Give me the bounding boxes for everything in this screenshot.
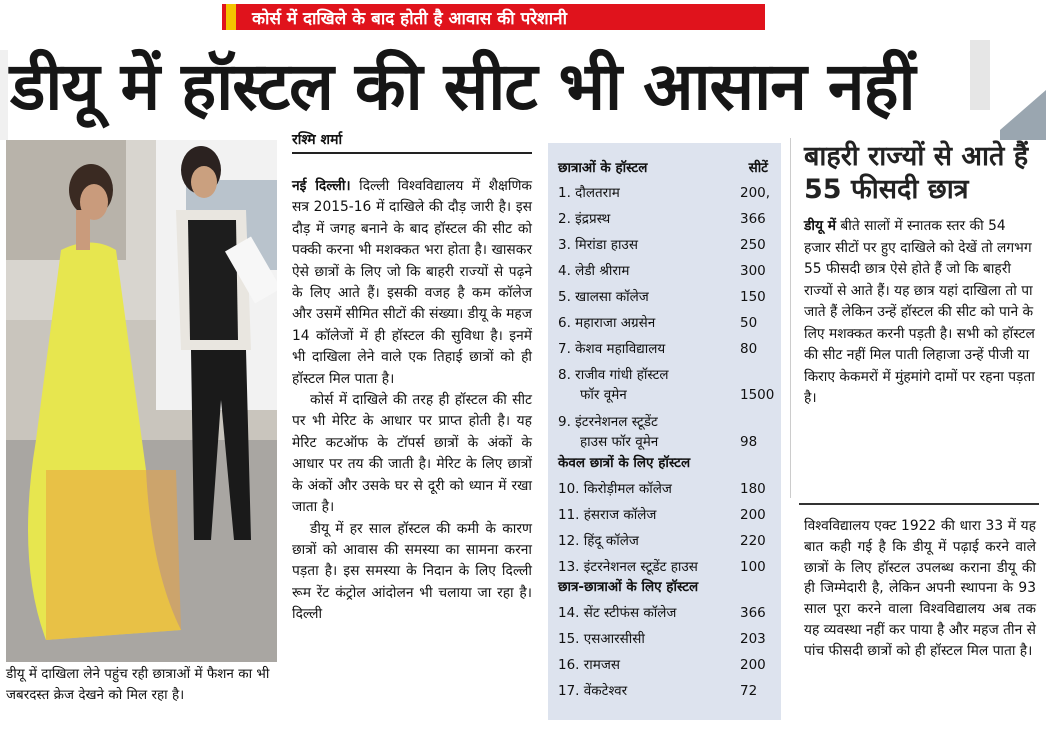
table-row xyxy=(558,557,773,577)
table-row xyxy=(558,365,773,405)
hostel-seats: 100 xyxy=(740,559,766,575)
article-column xyxy=(292,130,532,626)
hostel-name: 1. दौलतराम xyxy=(558,185,620,201)
table-row xyxy=(558,287,773,307)
hostel-name: 7. केशव महाविद्यालय xyxy=(558,341,666,357)
news-photo xyxy=(6,140,277,662)
hostel-name-line2: फॉर वूमेन xyxy=(580,387,627,403)
table-row xyxy=(558,655,773,675)
table-row xyxy=(558,235,773,255)
kicker-accent-stripe xyxy=(226,4,236,30)
table-row xyxy=(558,209,773,229)
hostel-name: 4. लेडी श्रीराम xyxy=(558,263,630,279)
hostel-name: 3. मिरांडा हाउस xyxy=(558,237,638,253)
hostel-seats: 98 xyxy=(740,434,758,450)
table-row xyxy=(558,261,773,281)
hostel-seats: 366 xyxy=(740,605,766,621)
hostel-seats: 200 xyxy=(740,507,766,523)
hostel-seats: 180 xyxy=(740,481,766,497)
hostel-name: 15. एसआरसीसी xyxy=(558,631,645,647)
table-row xyxy=(558,412,773,452)
table-row xyxy=(558,603,773,623)
hostel-name: 9. इंटरनेशनल स्टूडेंट xyxy=(558,414,658,430)
headline: डीयू में हॉस्टल की सीट भी आसान नहीं xyxy=(10,48,915,125)
hostel-name: 16. रामजस xyxy=(558,657,620,673)
hostel-seats: 200 xyxy=(740,657,766,673)
table-row xyxy=(558,183,773,203)
table-row xyxy=(558,681,773,701)
hostel-seats: 200, xyxy=(740,185,771,201)
hostel-name-line2: हाउस फॉर वूमेन xyxy=(580,434,659,450)
kicker-banner xyxy=(222,4,765,30)
hostel-seats: 300 xyxy=(740,263,766,279)
sidebar-lead: डीयू में xyxy=(804,218,837,234)
sidebar-body xyxy=(804,216,1036,410)
table-section-header-boys: केवल छात्रों के लिए हॉस्टल xyxy=(558,455,691,471)
column-divider xyxy=(790,138,791,498)
photo-caption: डीयू में दाखिला लेने पहुंच रही छात्राओं में फैशन का भी जबरदस्त क्रेज देखने को मिल रहा है। xyxy=(6,666,270,703)
sidebar-fact-box: विश्वविद्यालय एक्ट 1922 की धारा 33 में यह बात कही गई है कि डीयू में पढ़ाई करने वाले छात्रों के लिए हॉस्टल उपलब्ध कराना डीयू की ही जिम्मेदारी है, लेकिन अपनी स्थापना के 93 साल पूरा करने वाला विश्वविद्यालय अब तक यह व्यवस्था नहीं कर पाया है और महज तीन से पांच फीसदी छात्रों को ही हॉस्टल मिल पाता है। xyxy=(804,518,1036,659)
sidebar-body-text: बीते सालों में स्नातक स्तर की 54 हजार सीटों पर हुए दाखिले को देखें तो लगभग 55 फीसदी छात्र ऐसे होते हैं जो कि बाहरी राज्यों से आते हैं। यह छात्र यहां दाखिला तो पा जाते हैं लेकिन उन्हें हॉस्टल की सीट को पाने के लिए मशक्कत करनी पड़ती है। सभी को हॉस्टल की सीट नहीं मिल पाती लिहाजा उन्हें पीजी या किराए केकमरों में मुंहमांगे दामों पर रहना पड़ता है। xyxy=(804,218,1035,406)
hostel-name: 10. किरोड़ीमल कॉलेज xyxy=(558,481,672,497)
hostel-table xyxy=(548,143,781,720)
hostel-name: 5. खालसा कॉलेज xyxy=(558,289,649,305)
hostel-seats: 250 xyxy=(740,237,766,253)
sidebar-story xyxy=(804,140,1036,410)
hostel-seats: 366 xyxy=(740,211,766,227)
hostel-seats: 1500 xyxy=(740,387,775,403)
hostel-name: 2. इंद्रप्रस्थ xyxy=(558,211,611,227)
table-row xyxy=(558,531,773,551)
hostel-name: 6. महाराजा अग्रसेन xyxy=(558,315,656,331)
article-paragraph: कोर्स में दाखिले की तरह ही हॉस्टल की सीट पर भी मेरिट के आधार पर प्राप्त होती है। यह मेरिट कटऑफ के टॉपर्स छात्रों के अंकों के आधार पर तय की जाती है। मेरिट के लिए छात्रों के अंकों और उसके घर से दूरी को ध्यान में रखा जाता है। xyxy=(292,392,532,516)
hostel-name: 14. सेंट स्टीफंस कॉलेज xyxy=(558,605,677,621)
hostel-name: 8. राजीव गांधी हॉस्टल xyxy=(558,367,669,383)
table-row xyxy=(558,313,773,333)
table-row xyxy=(558,505,773,525)
hostel-name: 17. वेंकटेश्वर xyxy=(558,683,628,699)
table-row xyxy=(558,479,773,499)
table-header xyxy=(558,158,768,176)
hostel-name: 11. हंसराज कॉलेज xyxy=(558,507,657,523)
article-paragraph: डीयू में हर साल हॉस्टल की कमी के कारण छात्रों को आवास की समस्या का सामना करना पड़ता है। इस समस्या के निदान के लिए दिल्ली रूम रेंट कंट्रोल आंदोलन भी चलाया जा रहा है। दिल्ली xyxy=(292,520,532,623)
sidebar-heading: बाहरी राज्यों से आते हैं 55 फीसदी छात्र xyxy=(804,141,1029,205)
hostel-seats: 80 xyxy=(740,341,758,357)
table-row xyxy=(558,629,773,649)
hostel-seats: 220 xyxy=(740,533,766,549)
hostel-seats: 203 xyxy=(740,631,766,647)
table-section-header-coed: छात्र-छात्राओं के लिए हॉस्टल xyxy=(558,579,699,595)
hostel-name: 12. हिंदू कॉलेज xyxy=(558,533,639,549)
hostel-seats: 72 xyxy=(740,683,758,699)
article-body xyxy=(292,154,532,626)
decorative-corner-shape xyxy=(960,40,1046,140)
hostel-name: 13. इंटरनेशनल स्टूडेंट हाउस xyxy=(558,559,698,575)
sidebar-divider xyxy=(799,503,1039,505)
article-paragraph-1-text: दिल्ली विश्वविद्यालय में शैक्षणिक सत्र 2015-16 में दाखिले की दौड़ जारी है। इस दौड़ में जगह बनाने के बाद हॉस्टल की सीट को पक्की करना भी मशक्कत भरा होता है। खासकर ऐसे छात्रों के लिए जो कि बाहरी राज्यों से पढ़ने के लिए आते हैं। इसकी वजह है कम कॉलेज और उसमें सीमित सीटों की संख्या। डीयू के महज 14 कॉलेजों में ही हॉस्टल की सुविधा है। इनमें भी दाखिला लेने वाले एक तिहाई छात्रों को ही हॉस्टल मिल पाता है। xyxy=(292,178,533,387)
article-paragraph xyxy=(292,176,532,390)
kicker-text: कोर्स में दाखिले के बाद होती है आवास की परेशानी xyxy=(252,9,567,29)
table-row xyxy=(558,339,773,359)
dateline: नई दिल्ली। xyxy=(292,178,351,194)
hostel-seats: 50 xyxy=(740,315,758,331)
byline: रश्मि शर्मा xyxy=(292,132,343,148)
table-header-seats: सीटें xyxy=(748,160,768,176)
hostel-seats: 150 xyxy=(740,289,766,305)
table-header-name: छात्राओं के हॉस्टल xyxy=(558,160,648,176)
